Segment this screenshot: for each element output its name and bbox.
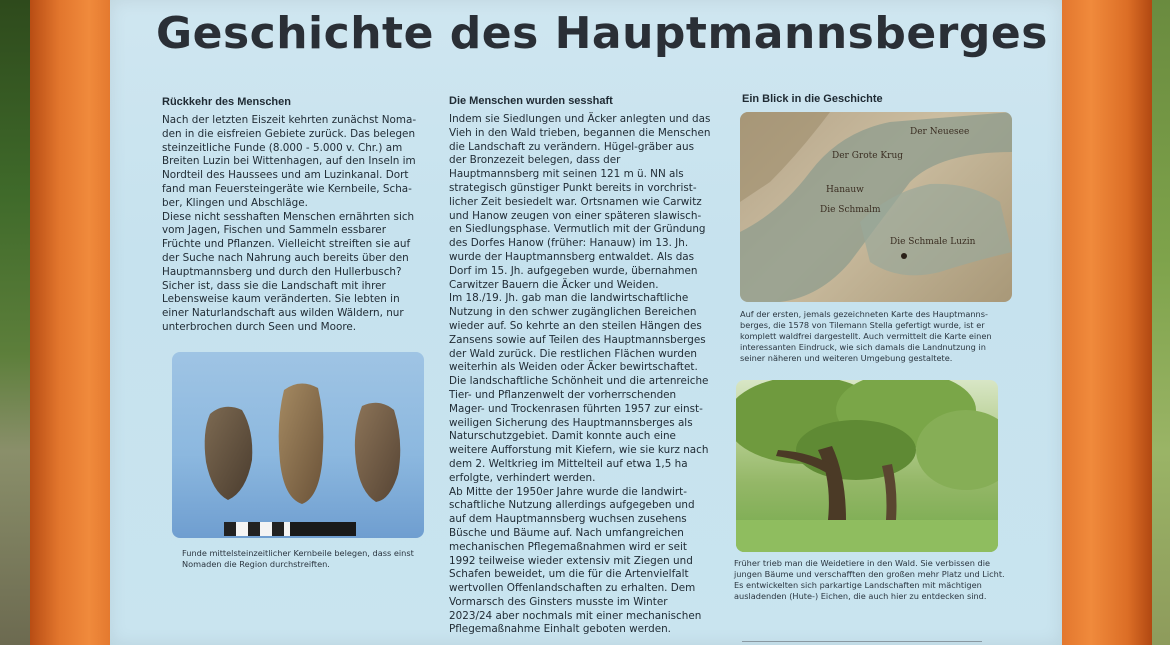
map-label: Die Schmalm (820, 205, 881, 215)
caption-oaks: Früher trieb man die Weidetiere in den Wald. Sie verbissen die jungen Bäume und verschafften den großen mehr Platz und Licht. Es entwickelten sich parkartige Landschaften mit mächtigen ausladenden (Hute-) Eichen, die auch hier zu entdecken sind. (734, 558, 1005, 601)
photo-oaks (736, 380, 998, 552)
paragraph: Nach der letzten Eiszeit kehrten zunächst Noma-den in die eisfreien Gebiete zurück. Das belegen steinzeitliche Funde (8.000 - 5.000 v. Chr.) am Breiten Luzin bei Wittenhagen, auf den Inseln im Nordteil des Haussees und am Luzinkanal. Dort fand man Feuersteingeräte wie Kernbeile, Scha-ber, Klingen und Abschläge. (162, 114, 417, 209)
text-sesshaft (449, 113, 711, 637)
divider (742, 641, 982, 642)
heading-rueckkehr: Rückkehr des Menschen (162, 96, 291, 108)
historic-map (740, 112, 1012, 302)
text-rueckkehr (162, 114, 418, 335)
stone-tools-illustration (172, 352, 424, 538)
caption-kernbeile: Funde mittelsteinzeitlicher Kernbeile belegen, dass einst Nomaden die Region durchstreiften. (182, 548, 414, 569)
oak-trees-illustration (736, 380, 998, 552)
map-label: Der Grote Krug (832, 151, 904, 161)
photo-kernbeile (172, 352, 424, 538)
caption-map: Auf der ersten, jemals gezeichneten Karte des Hauptmanns-berges, die 1578 von Tilemann Stella gefertigt wurde, ist er komplett waldfrei dargestellt. Auch vermittelt die Karte einen interessanten Eindruck, wie sich damals die Landnutzung in seiner näheren und weiteren Umgebung gestaltete. (740, 309, 992, 363)
map-label: Der Neuesee (910, 127, 970, 137)
heading-blick: Ein Blick in die Geschichte (742, 93, 883, 105)
paragraph: Ab Mitte der 1950er Jahre wurde die landwirt-schaftliche Nutzung allerdings aufgegeben und auf dem Hauptmannsberg wuchsen zusehens Büsche und Bäume auf. Nach umfangreichen mechanischen Pflegemaßnahmen wird er seit 1992 teilweise wieder extensiv mit Ziegen und Schafen beweidet, um die für die Artenvielfalt wertvollen Offenlandschaften zu erhalten. Dem Vormarsch des Ginsters musste im Winter 2023/24 aber nochmals mit einer mechanischen Pflegemaßnahme Einhalt geboten werden. (449, 485, 702, 636)
heading-sesshaft: Die Menschen wurden sesshaft (449, 95, 613, 107)
info-board (110, 0, 1062, 645)
paragraph: Diese nicht sesshaften Menschen ernährten sich vom Jagen, Fischen und Sammeln essbarer Früchte und Pflanzen. Vielleicht streiften sie auf der Suche nach Nahrung auch bereits über den Hauptmannsberg und durch den Hullerbusch? Sicher ist, dass sie die Landschaft mit ihrer Lebensweise kaum veränderten. Sie lebten in einer Naturlandschaft aus wilden Wäldern, nur unterbrochen durch Seen und Moore. (162, 210, 415, 333)
paragraph: Indem sie Siedlungen und Äcker anlegten und das Vieh in den Wald trieben, begannen die Menschen die Landschaft zu verändern. Hügel-gräber aus der Bronzezeit belegen, dass der Hauptmannsberg mit seinen 121 m ü. NN als strategisch günstiger Punkt bereits in vorchrist-licher Zeit besiedelt war. Ortsnamen wie Carwitz und Hanow zeugen von einer späteren slawisch-en Siedlungsphase. Vermutlich mit der Gründung des Dorfes Hanow (früher: Hanauw) im 13. Jh. wurde der Hauptmannsberg entwaldet. Als das Dorf im 15. Jh. aufgegeben wurde, übernahmen Carwitzer Bauern die Äcker und Weiden. (449, 113, 711, 291)
board-title: Geschichte des Hauptmannsberges (156, 8, 1048, 59)
paragraph: Im 18./19. Jh. gab man die landwirtschaftliche Nutzung in den schwer zugänglichen Bereichen wieder auf. So kehrte an den steilen Hängen des Zansens sowie auf Teilen des Hauptmannsberges der Wald zurück. Die restlichen Flächen wurden weiterhin als Weiden oder Äcker bewirtschaftet. Die landschaftliche Schönheit und die artenreiche Tier- und Pflanzenwelt der vorherrschenden Mager- und Trockenrasen führten 1957 zur einst-weiligen Sicherung des Hauptmannsberges als Naturschutzgebiet. Damit konnte auch eine weitere Aufforstung mit Kiefern, wie sie kurz nach dem 2. Weltkrieg im Mittelteil auf etwa 1,5 ha erfolgte, verhindert werden. (449, 292, 709, 484)
map-illustration (740, 112, 1012, 302)
map-label: Hanauw (826, 185, 864, 195)
map-label: Die Schmale Luzin (890, 237, 976, 247)
